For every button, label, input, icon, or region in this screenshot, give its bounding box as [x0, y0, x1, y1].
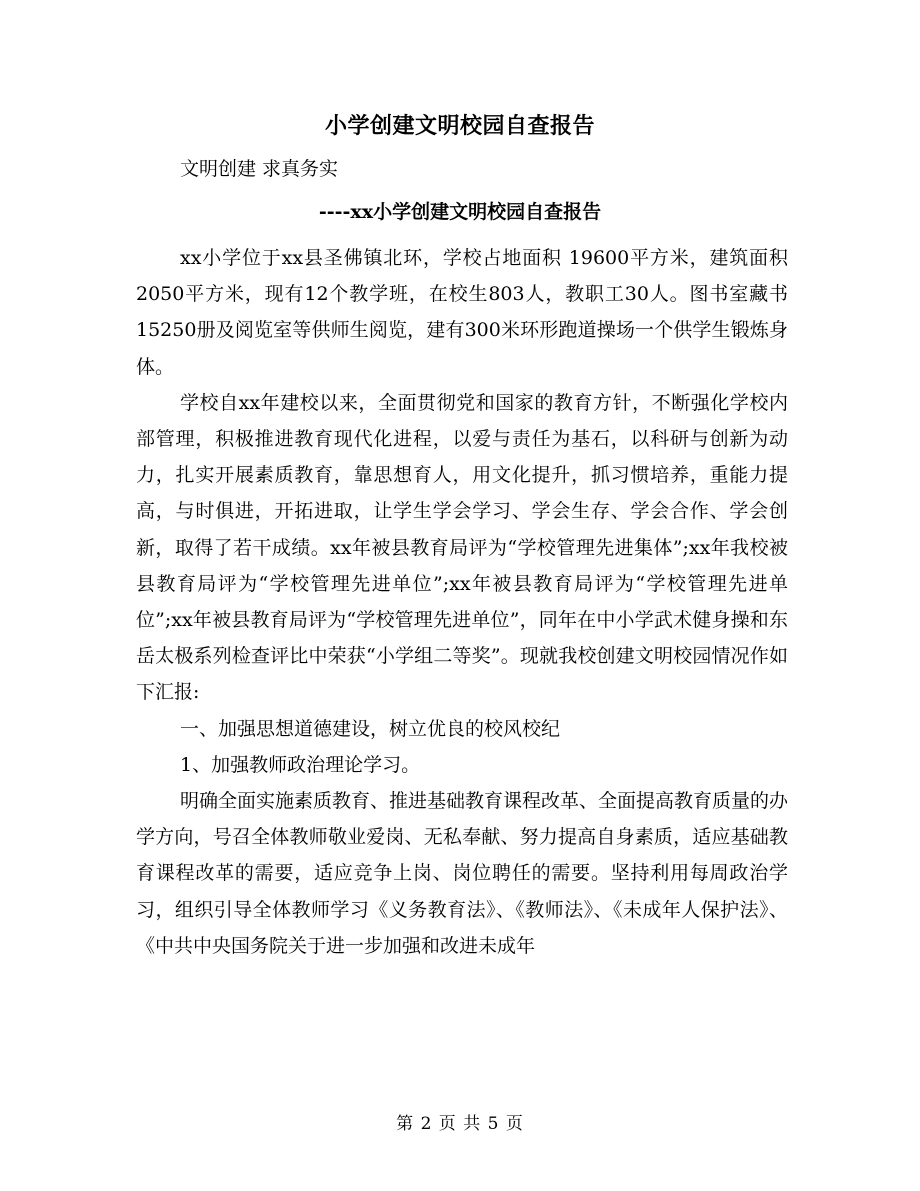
- paragraph-school-overview: xx小学位于xx县圣佛镇北环，学校占地面积 19600平方米，建筑面积2050平方米，现有12个教学班，在校生803人，教职工30人。图书室藏书15250册及阅览室等供师生阅览，建有300米环形跑道操场一个供学生锻炼身体。: [136, 247, 788, 378]
- section-heading-moral-building: 一、加强思想道德建设，树立优良的校风校纪: [180, 717, 561, 740]
- report-heading: ----xx小学创建文明校园自查报告: [318, 201, 602, 223]
- document-title: 小学创建文明校园自查报告: [324, 113, 595, 139]
- paragraph-achievements: 学校自xx年建校以来，全面贯彻党和国家的教育方针，不断强化学校内部管理，积极推进教育现代化进程，以爱与责任为基石，以科研与创新为动力，扎实开展素质教育，靠思想育人，用文化提升，抓习惯培养，重能力提高，与时俱进，开拓进取，让学生学会学习、学会生存、学会合作、学会创新，取得了若干成绩。xx年被县教育局评为“学校管理先进集体”;xx年我校被县教育局评为“学校管理先进单位”;xx年被县教育局评为“学校管理先进单位”;xx年被县教育局评为“学校管理先进单位”，同年在中小学武术健身操和东岳太极系列检查评比中荣获“小学组二等奖”。现就我校创建文明校园情况作如下汇报:: [136, 391, 788, 704]
- subsection-heading-political-study: 1、加强教师政治理论学习。: [180, 753, 421, 776]
- document-subtitle: 文明创建 求真务实: [180, 158, 339, 180]
- document-body: [136, 240, 788, 964]
- paragraph-political-study: 明确全面实施素质教育、推进基础教育课程改革、全面提高教育质量的办学方向，号召全体教师敬业爱岗、无私奉献、努力提高自身素质，适应基础教育课程改革的需要，适应竞争上岗、岗位聘任的需要。坚持利用每周政治学习，组织引导全体教师学习《义务教育法》、《教师法》、《未成年人保护法》、《中共中央国务院关于进一步加强和改进未成年: [136, 790, 789, 957]
- page-number-footer: 第 2 页 共 5 页: [396, 1114, 524, 1134]
